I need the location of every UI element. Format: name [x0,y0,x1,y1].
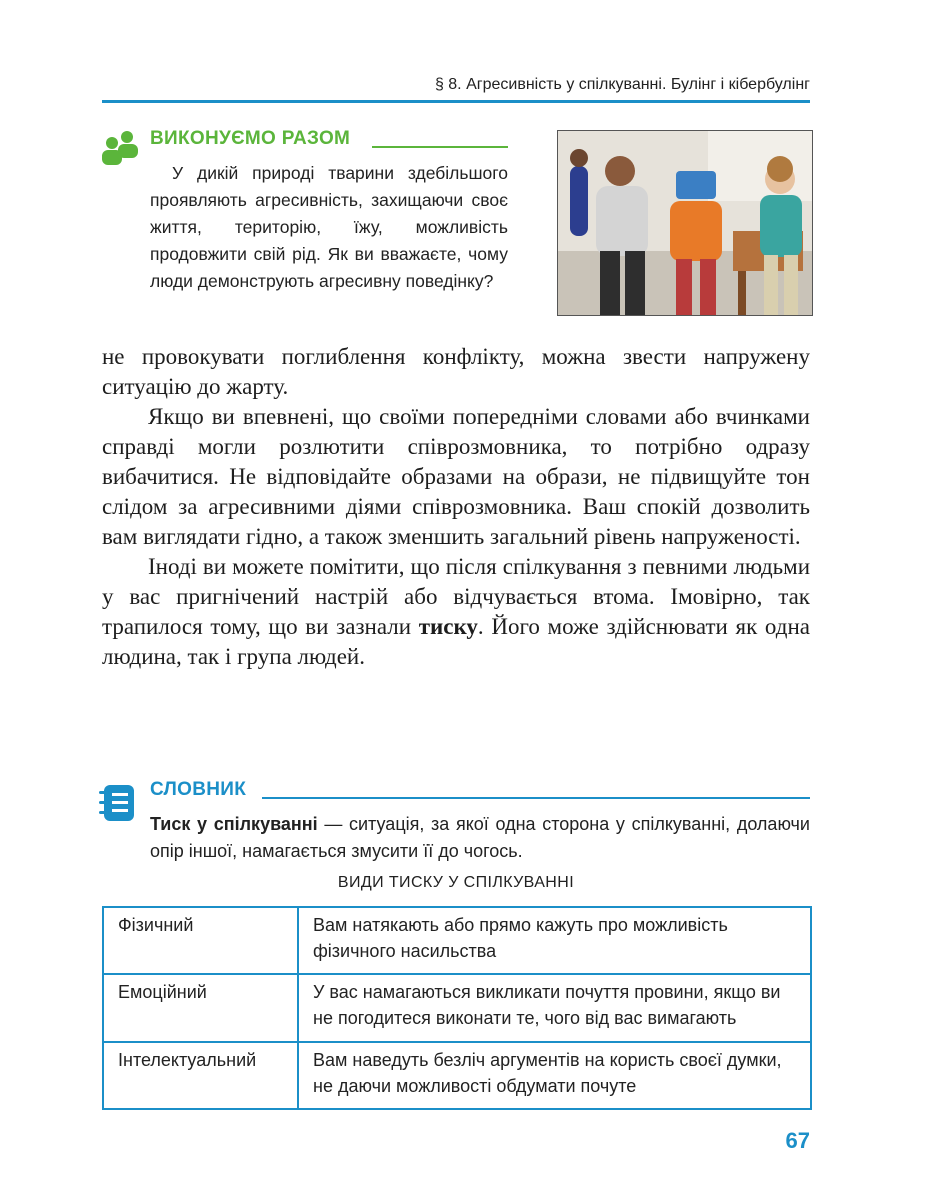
table-row [103,907,811,974]
pressure-description-cell: Вам натякають або прямо кажуть про можливість фізичного насильства [298,907,811,974]
pressure-type-cell: Емоційний [103,974,298,1041]
running-header: § 8. Агресивність у спілкуванні. Булінг і кібербулінг [434,76,810,93]
dictionary-term: Тиск у спілкуванні [150,814,318,834]
page-number: 67 [785,1128,810,1153]
children-conflict-photo [557,130,813,316]
pressure-types-table [102,906,812,1110]
together-box-text: У дикій природі тварини здебільшого проявляють агресивність, захищаючи своє життя, територію, їжу, можливість продовжити свій рід. Як ви вважаєте, чому люди демонструють агресивну поведінку? [150,163,508,291]
pressure-description-cell: У вас намагаються викликати почуття провини, якщо ви не погодитеся виконати те, чого від вас вимагають [298,974,811,1041]
table-row [103,1042,811,1109]
pressure-description-cell: Вам наведуть безліч аргументів на користь своєї думки, не даючи можливості обдумати почуте [298,1042,811,1109]
body-paragraph-2: Якщо ви впевнені, що своїми попередніми словами або вчинками справді могли розлютити співрозмовника, то потрібно одразу вибачитися. Не відповідайте образами на образи, не підвищуйте тон слідом за агресивними діями співрозмовника. Ваш спокій дозволить вам виглядати гідно, а також зменшить загальний рівень напруженості. [102,404,810,549]
table-caption: ВИДИ ТИСКУ У СПІЛКУВАННІ [337,874,575,891]
body-paragraph-3 [102,552,810,672]
body-paragraph-3-end: . Його може здійснювати як одна людина, так і група людей. [102,614,810,669]
pressure-type-cell: Фізичний [103,907,298,974]
together-box-title: ВИКОНУЄМО РАЗОМ [150,128,351,149]
dictionary-definition: — ситуація, за якої одна сторона у спілкуванні, долаючи опір іншої, намагається змусити її до чогось. [150,814,810,861]
dictionary-title-rule [262,797,810,799]
dictionary-entry [150,811,810,865]
together-title-rule [372,146,508,148]
people-group-icon [100,130,140,166]
body-paragraph-1: не провокувати поглиблення конфлікту, можна звести напружену ситуацію до жарту. [102,344,810,399]
table-row [103,974,811,1041]
header-rule [102,100,810,103]
main-body-text [102,342,810,672]
notebook-icon [98,783,138,823]
body-paragraph-3-start: Іноді ви можете помітити, що після спілкування з певними людьми у вас пригнічений настрій або відчувається втома. Імовірно, так трапилося тому, що ви зазнали [102,554,810,639]
dictionary-title: СЛОВНИК [150,779,247,800]
pressure-type-cell: Інтелектуальний [103,1042,298,1109]
body-bold-term: тиску [418,614,478,639]
